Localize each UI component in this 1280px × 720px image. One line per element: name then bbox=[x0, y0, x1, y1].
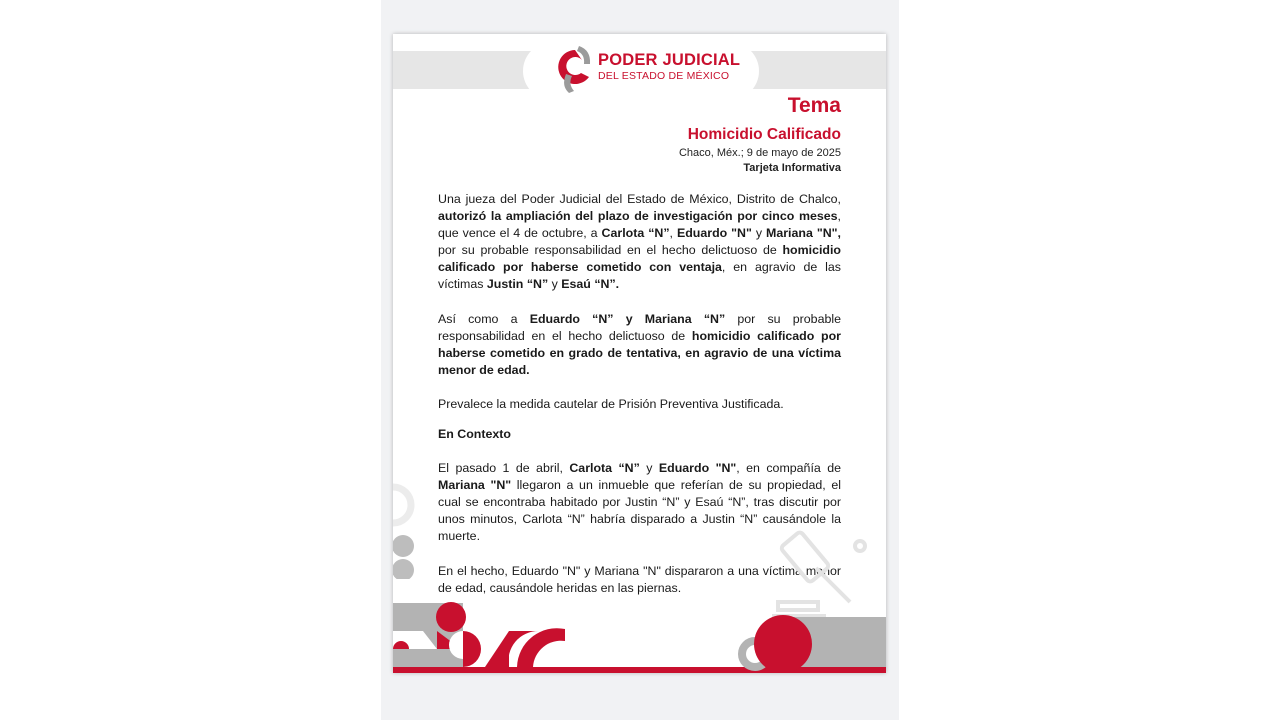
dateline: Chaco, Méx.; 9 de mayo de 2025 bbox=[678, 147, 841, 159]
poder-judicial-logo-icon bbox=[555, 46, 595, 94]
text-segment: Mariana "N" bbox=[438, 478, 512, 493]
text-segment: , en agravio de las víctimas bbox=[438, 260, 841, 292]
decorative-shapes-left bbox=[393, 479, 423, 579]
text-segment: y bbox=[751, 226, 767, 241]
text-segment: , en compañía de bbox=[736, 461, 841, 475]
paragraph-attempt bbox=[438, 311, 841, 379]
text-segment: En el hecho, Eduardo "N" y Mariana "N" dispararon a una víctima menor de edad, causándole heridas en las piernas. bbox=[438, 564, 841, 596]
document-type: Tarjeta Informativa bbox=[743, 162, 841, 174]
bottom-decorative-banner bbox=[393, 594, 886, 673]
text-segment: , bbox=[669, 226, 677, 241]
text-segment: y bbox=[639, 461, 659, 475]
text-segment: En Contexto bbox=[438, 427, 511, 441]
text-segment: homicidio calificado por haberse cometido en grado de tentativa, en agravio de una víctima menor de edad. bbox=[438, 329, 841, 378]
text-segment: Así como a bbox=[438, 312, 530, 326]
text-segment: Mariana "N", bbox=[766, 226, 841, 241]
text-segment: por su probable responsabilidad en el hecho delictuoso de bbox=[438, 312, 841, 344]
text-segment: autorizó la ampliación del plazo de investigación por cinco meses bbox=[438, 209, 838, 224]
text-segment: Esaú “N”. bbox=[561, 277, 620, 292]
text-segment: Una jueza del Poder Judicial del Estado de México, Distrito de Chalco, bbox=[438, 192, 841, 206]
paragraph-measure bbox=[438, 396, 841, 413]
text-segment: Carlota “N” bbox=[601, 226, 670, 241]
text-segment: por su probable responsabilidad en el hecho delictuoso de bbox=[438, 243, 783, 258]
text-segment: El pasado 1 de abril, bbox=[438, 461, 570, 475]
logo-subtitle: DEL ESTADO DE MÉXICO bbox=[598, 69, 730, 82]
text-segment: , que vence el 4 de octubre, a bbox=[438, 209, 841, 241]
text-segment: y bbox=[548, 277, 562, 292]
text-segment: Prevalece la medida cautelar de Prisión Preventiva Justificada. bbox=[438, 397, 784, 411]
text-segment: Carlota “N” bbox=[569, 461, 640, 475]
text-segment: Eduardo "N" bbox=[676, 226, 752, 241]
text-segment: Eduardo "N" bbox=[658, 461, 737, 475]
document-page[interactable] bbox=[393, 34, 886, 673]
topic-label: Tema bbox=[787, 94, 841, 117]
text-segment: Eduardo “N” y Mariana “N” bbox=[529, 312, 726, 326]
topic-title: Homicidio Calificado bbox=[687, 126, 841, 143]
logo-wordmark bbox=[598, 52, 740, 81]
section-heading-context bbox=[438, 426, 841, 443]
paragraph-ruling bbox=[438, 191, 841, 294]
logo-title: PODER JUDICIAL bbox=[598, 51, 741, 69]
text-segment: homicidio calificado por haberse cometido con ventaja bbox=[438, 243, 841, 275]
text-segment: llegaron a un inmueble que referían de su propiedad, el cual se encontraba habitado por Justin “N” y Esaú “N”, tras discutir por unos minutos, Carlota “N” habría disparado a Justin “N” causándole la muerte. bbox=[438, 478, 842, 544]
text-segment: Justin “N” bbox=[486, 277, 549, 292]
